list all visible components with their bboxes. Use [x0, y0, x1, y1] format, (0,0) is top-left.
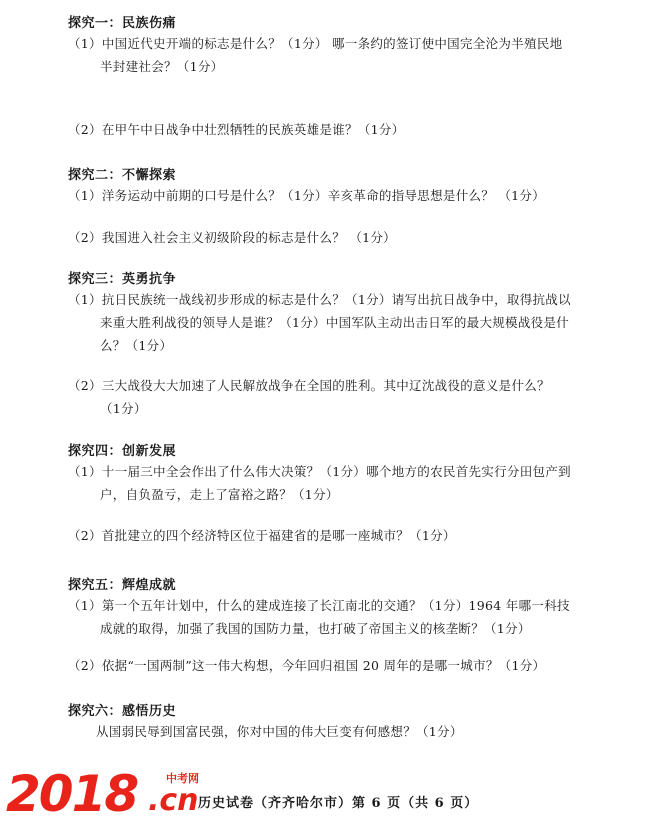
section-3-title: 探究三：英勇抗争	[68, 272, 177, 287]
question-line: （2）在甲午中日战争中壮烈牺牲的民族英雄是谁？（1分）	[68, 122, 405, 137]
site-logo	[6, 765, 199, 826]
question-line: （2）三大战役大大加速了人民解放战争在全国的胜利。其中辽沈战役的意义是什么？	[68, 378, 550, 393]
question-line: （1分）	[100, 401, 147, 416]
question-2-2	[68, 226, 396, 249]
question-line: （1）第一个五年计划中，什么的建成连接了长江南北的交通？（1分）1964 年哪一科技	[68, 598, 570, 613]
section-5-title: 探究五：辉煌成就	[68, 578, 177, 593]
logo-site-name: 中考网	[166, 772, 199, 785]
question-1-2	[68, 118, 405, 141]
question-line: （2）我国进入社会主义初级阶段的标志是什么？ （1分）	[68, 230, 396, 245]
logo-number: 2018	[6, 765, 138, 823]
question-5-1	[68, 594, 570, 640]
question-line: （1）十一届三中全会作出了什么伟大决策？（1分）哪个地方的农民首先实行分田包产到	[68, 464, 571, 479]
question-line: 半封建社会？（1分）	[100, 59, 224, 74]
question-line: （1）抗日民族统一战线初步形成的标志是什么？（1分）请写出抗日战争中，取得抗战以	[68, 292, 571, 307]
section-1-title: 探究一：民族伤痛	[68, 16, 177, 31]
question-line: 么？（1分）	[100, 338, 173, 353]
question-4-1	[68, 460, 571, 506]
question-line: （1）中国近代史开端的标志是什么？（1分） 哪一条约的签订使中国完全沦为半殖民地	[68, 36, 563, 51]
section-6-title: 探究六：感悟历史	[68, 704, 177, 719]
section-2-title: 探究二：不懈探索	[68, 168, 177, 183]
question-line: （2）首批建立的四个经济特区位于福建省的是哪一座城市？（1分）	[68, 528, 456, 543]
question-3-2	[68, 374, 550, 420]
question-line: 成就的取得，加强了我国的国防力量，也打破了帝国主义的核垄断？（1分）	[100, 621, 531, 636]
question-line: （2）依据“一国两制”这一伟大构想，今年回归祖国 20 周年的是哪一城市？（1分）	[68, 658, 546, 673]
question-2-1	[68, 184, 545, 207]
logo-suffix: .cn	[148, 783, 199, 818]
question-line: 从国弱民辱到国富民强，你对中国的伟大巨变有何感想？（1分）	[96, 724, 463, 739]
question-1-1	[68, 32, 562, 78]
question-line: 来重大胜利战役的领导人是谁？（1分）中国军队主动出击日军的最大规模战役是什	[100, 315, 570, 330]
page-footer: 历史试卷（齐齐哈尔市）第 6 页（共 6 页）	[198, 796, 479, 811]
question-3-1	[68, 288, 571, 357]
question-line: （1）洋务运动中前期的口号是什么？（1分）辛亥革命的指导思想是什么？ （1分）	[68, 188, 546, 203]
question-4-2	[68, 524, 456, 547]
section-4-title: 探究四：创新发展	[68, 444, 177, 459]
question-5-2	[68, 654, 545, 677]
question-6-1	[96, 720, 463, 743]
question-line: 户，自负盈亏，走上了富裕之路？（1分）	[100, 487, 339, 502]
